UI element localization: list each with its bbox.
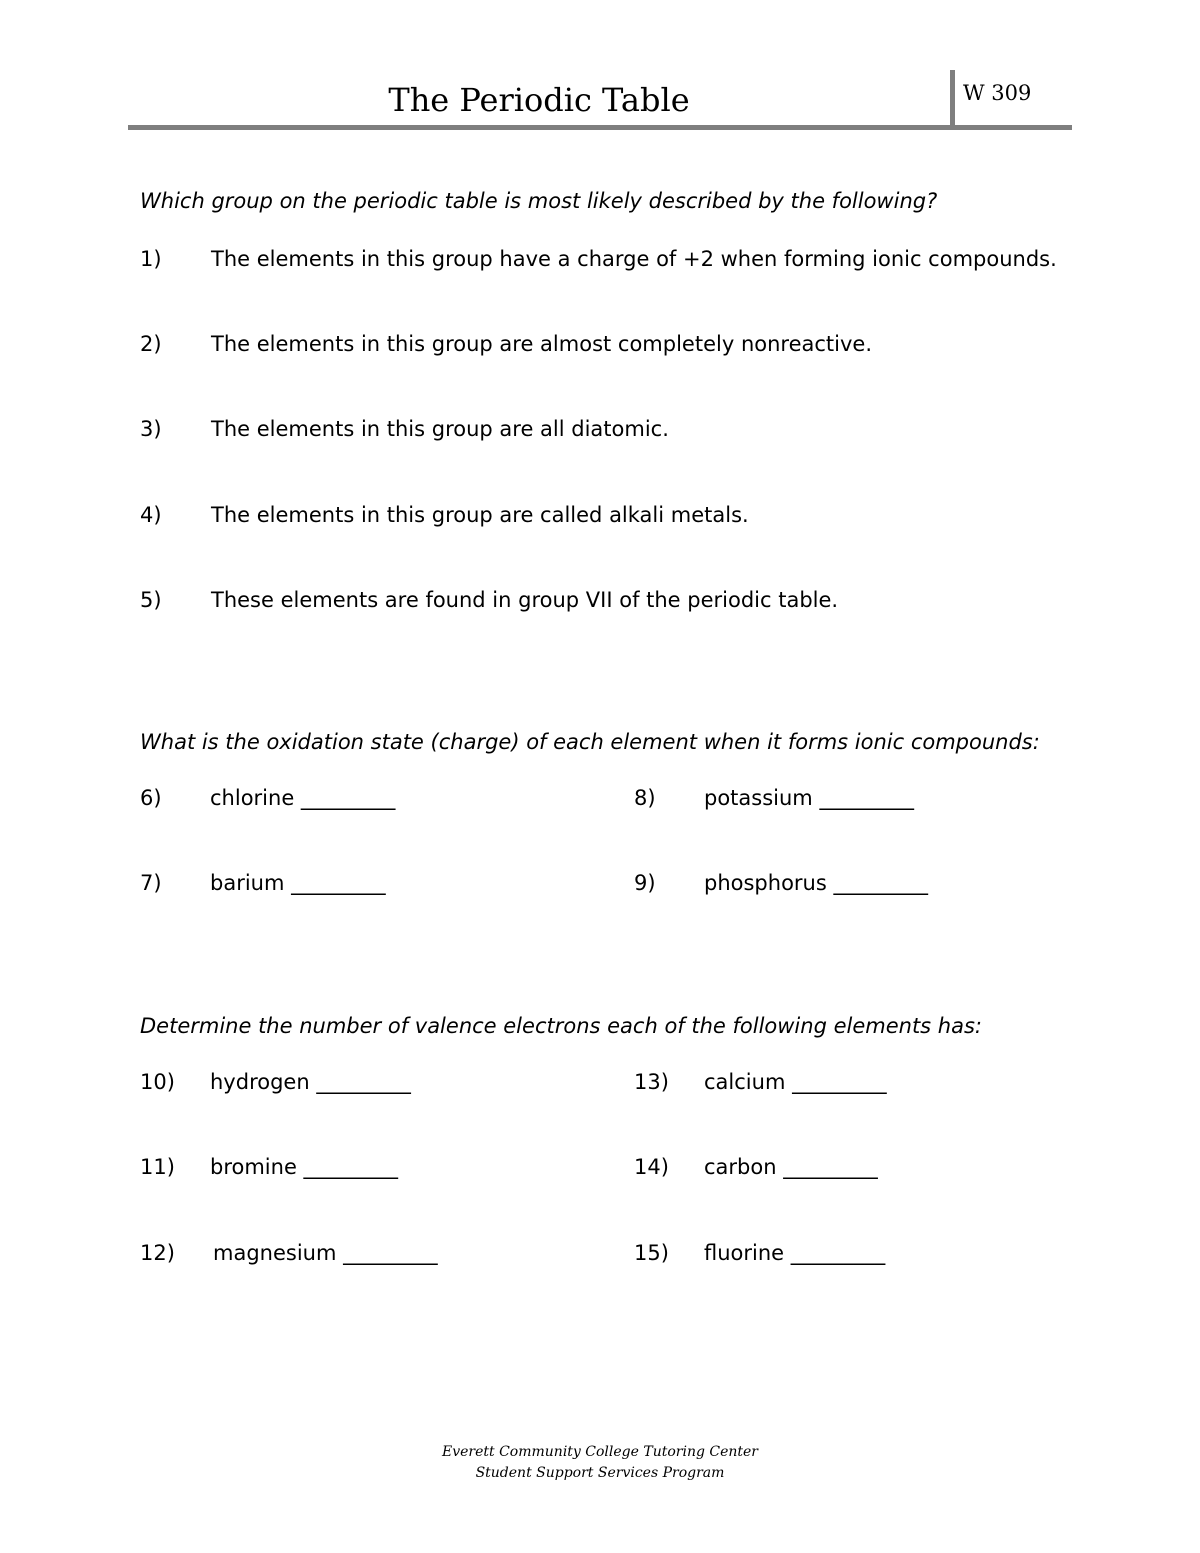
question-text: carbon _________ <box>704 1155 878 1179</box>
question-text: The elements in this group are all diatomic. <box>211 417 669 441</box>
section-heading-oxidation-state: What is the oxidation state (charge) of each element when it forms ionic compounds: <box>140 730 1040 754</box>
question-text: fluorine _________ <box>704 1241 886 1265</box>
question-number: 2) <box>140 332 162 356</box>
question-text: The elements in this group are called alkali metals. <box>211 503 749 527</box>
question-text: The elements in this group have a charge of +2 when forming ionic compounds. <box>211 247 1057 271</box>
page-title: The Periodic Table <box>388 81 690 119</box>
header-rule <box>128 125 1072 130</box>
document-code: W 309 <box>963 81 1032 105</box>
section-heading-valence-electrons: Determine the number of valence electrons each of the following elements has: <box>140 1014 982 1038</box>
question-number: 14) <box>634 1155 669 1179</box>
question-text: bromine _________ <box>210 1155 399 1179</box>
question-text: calcium _________ <box>704 1070 887 1094</box>
question-number: 4) <box>140 503 162 527</box>
question-number: 5) <box>140 588 162 612</box>
question-number: 8) <box>634 786 656 810</box>
question-number: 6) <box>140 786 162 810</box>
question-number: 11) <box>140 1155 175 1179</box>
question-number: 12) <box>140 1241 175 1265</box>
question-text: barium _________ <box>210 871 386 895</box>
question-text: These elements are found in group VII of the periodic table. <box>211 588 839 612</box>
question-number: 15) <box>634 1241 669 1265</box>
footer-institution: Everett Community College Tutoring Center <box>442 1444 758 1460</box>
question-text: The elements in this group are almost completely nonreactive. <box>211 332 873 356</box>
question-text: chlorine _________ <box>210 786 396 810</box>
question-text: hydrogen _________ <box>210 1070 411 1094</box>
question-text: phosphorus _________ <box>704 871 928 895</box>
section-heading-periodic-groups: Which group on the periodic table is most likely described by the following? <box>140 189 938 213</box>
header-divider <box>950 70 955 128</box>
question-number: 1) <box>140 247 162 271</box>
question-number: 9) <box>634 871 656 895</box>
question-number: 10) <box>140 1070 175 1094</box>
question-number: 7) <box>140 871 162 895</box>
footer-program: Student Support Services Program <box>475 1465 725 1481</box>
question-number: 3) <box>140 417 162 441</box>
question-number: 13) <box>634 1070 669 1094</box>
question-text: magnesium _________ <box>213 1241 438 1265</box>
question-text: potassium _________ <box>704 786 914 810</box>
